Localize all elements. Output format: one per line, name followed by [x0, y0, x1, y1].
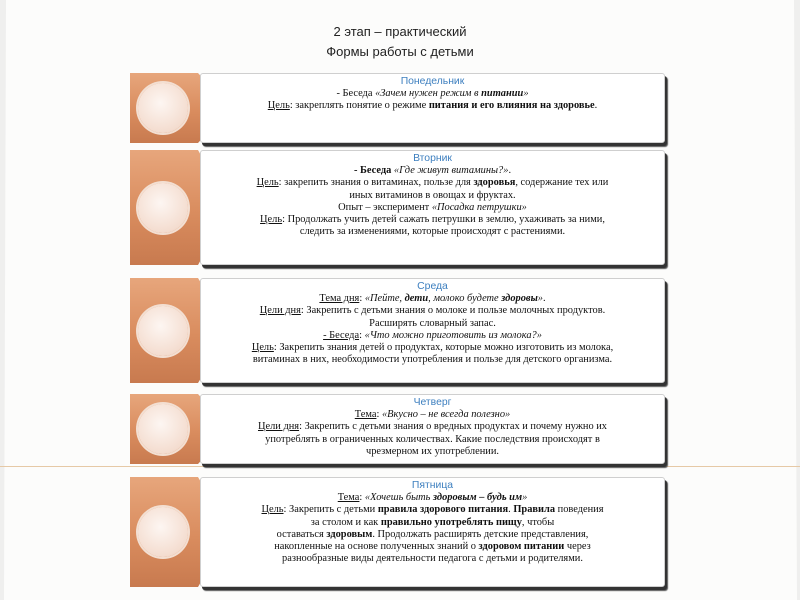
circle-bullet — [138, 306, 188, 356]
text-run: оставаться — [276, 528, 327, 540]
text-line — [201, 446, 664, 458]
text-run: через — [564, 541, 591, 553]
text-run: , чтобы — [521, 516, 555, 528]
text-run: Тема дня — [319, 293, 360, 305]
text-run: накопленные на основе полученных знаний о — [274, 541, 479, 553]
text-line — [201, 330, 664, 342]
text-line — [201, 529, 664, 541]
text-run: здоровом питании — [478, 541, 565, 553]
text-run: здоровым – будь им — [433, 492, 523, 504]
text-run: . — [542, 293, 546, 305]
friday-block — [130, 477, 665, 587]
text-run: Цель — [261, 504, 284, 516]
text-run: , содержание тех или — [515, 177, 609, 189]
text-run: Цель — [267, 100, 290, 112]
text-line — [201, 553, 664, 565]
text-line — [201, 342, 664, 354]
text-run: «Хочешь быть — [364, 492, 434, 504]
monday-card — [200, 73, 665, 143]
text-run: : — [376, 409, 382, 421]
text-line — [201, 226, 664, 238]
text-run: : Закрепить с детьми знания о молоке и пользе молочных продуктов. — [300, 305, 606, 317]
day-name: Вторник — [413, 153, 452, 164]
tuesday-card — [200, 150, 665, 265]
text-run: Опыт – эксперимент — [338, 201, 432, 213]
text-run: : — [359, 492, 365, 504]
text-line — [201, 293, 664, 305]
text-run: за столом и как — [310, 516, 381, 528]
text-run: . — [594, 100, 598, 112]
text-run: здоровья — [473, 177, 516, 189]
text-run: здоровым — [326, 528, 373, 540]
text-run: - Беседа — [336, 88, 376, 100]
text-run: , молоко будете — [428, 293, 502, 305]
text-line — [201, 517, 664, 529]
text-run: Правила — [513, 504, 556, 516]
text-line — [201, 88, 664, 100]
text-run: : Продолжать учить детей сажать петрушки в землю, ухаживать за ними, — [282, 214, 605, 226]
text-line — [201, 409, 664, 421]
text-run: . Продолжать расширять детские представления, — [372, 528, 589, 540]
text-run: разнообразные виды деятельности педагога с детьми и родителями. — [282, 553, 583, 565]
text-line — [201, 165, 664, 177]
text-line — [201, 202, 664, 214]
text-run: : Закрепить знания детей о продуктах, которые можно изготовить из молока, — [273, 342, 614, 354]
day-name: Четверг — [413, 397, 452, 408]
text-line — [201, 492, 664, 504]
thursday-card — [200, 394, 665, 464]
text-line — [201, 541, 664, 553]
page-title — [0, 22, 800, 62]
text-line — [201, 318, 664, 330]
text-run: : — [359, 329, 365, 341]
day-content — [201, 409, 664, 458]
text-run: «Пейте, — [364, 293, 405, 305]
text-run: «Зачем нужен режим в — [375, 88, 482, 100]
text-run: . — [508, 504, 514, 516]
text-line — [201, 504, 664, 516]
text-run: Цель — [251, 342, 274, 354]
text-run: поведения — [555, 504, 604, 516]
text-line — [201, 354, 664, 366]
text-line — [201, 214, 664, 226]
text-run: : Закрепить с детьми знания о вредных продуктах и почему нужно их — [299, 421, 607, 433]
text-run: употреблять в ограниченных количествах. Какие последствия происходят в — [265, 433, 600, 445]
circle-bullet — [138, 507, 188, 557]
text-run: иных витаминов в овощах и фруктах. — [349, 189, 516, 201]
day-content — [201, 88, 664, 112]
text-run: Тема — [354, 409, 377, 421]
text-run: » — [523, 88, 529, 100]
text-line — [201, 421, 664, 433]
day-name: Понедельник — [400, 76, 465, 87]
text-run: следить за изменениями, которые происходят с растениями. — [299, 226, 566, 238]
text-run: : закрепить знания о витаминах, пользе для — [278, 177, 474, 189]
day-content — [201, 492, 664, 565]
monday-block — [130, 73, 665, 143]
text-run: » — [522, 492, 528, 504]
text-run: витаминах в них, необходимости употребления и пользе для детского организма. — [252, 354, 613, 366]
wednesday-card — [200, 278, 665, 383]
text-run: «Что можно приготовить из молока?» — [364, 329, 542, 341]
text-run: - Беседа — [323, 329, 360, 341]
title-line-1: 2 этап – практический — [333, 24, 467, 39]
text-run: » — [537, 293, 543, 305]
text-run: «Посадка петрушки» — [431, 201, 527, 213]
text-line — [201, 434, 664, 446]
text-run: . — [508, 165, 512, 177]
day-content — [201, 293, 664, 366]
circle-bullet — [138, 404, 188, 454]
text-run: правила здорового питания — [377, 504, 509, 516]
day-name: Пятница — [411, 480, 454, 491]
text-run: дети — [404, 293, 429, 305]
text-run: чрезмерном их употреблении. — [366, 445, 499, 457]
divider-line — [0, 466, 800, 467]
text-run: «Где живут витамины?» — [393, 165, 509, 177]
text-line — [201, 100, 664, 112]
friday-card — [200, 477, 665, 587]
wednesday-block — [130, 278, 665, 383]
tuesday-block — [130, 150, 665, 265]
text-run: питании — [481, 88, 524, 100]
text-run: Цели дня — [257, 421, 300, 433]
day-name: Среда — [417, 281, 448, 292]
text-run: питания и его влияния на здоровье — [428, 100, 595, 112]
circle-bullet — [138, 83, 188, 133]
circle-bullet — [138, 183, 188, 233]
text-line — [201, 305, 664, 317]
text-run: Тема — [337, 492, 360, 504]
text-run: Расширять словарный запас. — [369, 317, 496, 329]
text-run: здоровы — [501, 293, 538, 305]
day-content — [201, 165, 664, 238]
text-run: Цель — [256, 177, 279, 189]
title-line-2: Формы работы с детьми — [326, 44, 474, 59]
text-run: Цель — [260, 214, 283, 226]
text-run: - Беседа — [353, 165, 394, 177]
text-line — [201, 190, 664, 202]
text-run: правильно употреблять пищу — [380, 516, 522, 528]
text-run: : закреплять понятие о режиме — [289, 100, 429, 112]
text-run: Цели дня — [259, 305, 301, 317]
thursday-block — [130, 394, 665, 464]
text-line — [201, 177, 664, 189]
text-run: : Закрепить с детьми — [283, 504, 378, 516]
text-run: «Вкусно – не всегда полезно» — [381, 409, 511, 421]
text-run: : — [359, 293, 365, 305]
